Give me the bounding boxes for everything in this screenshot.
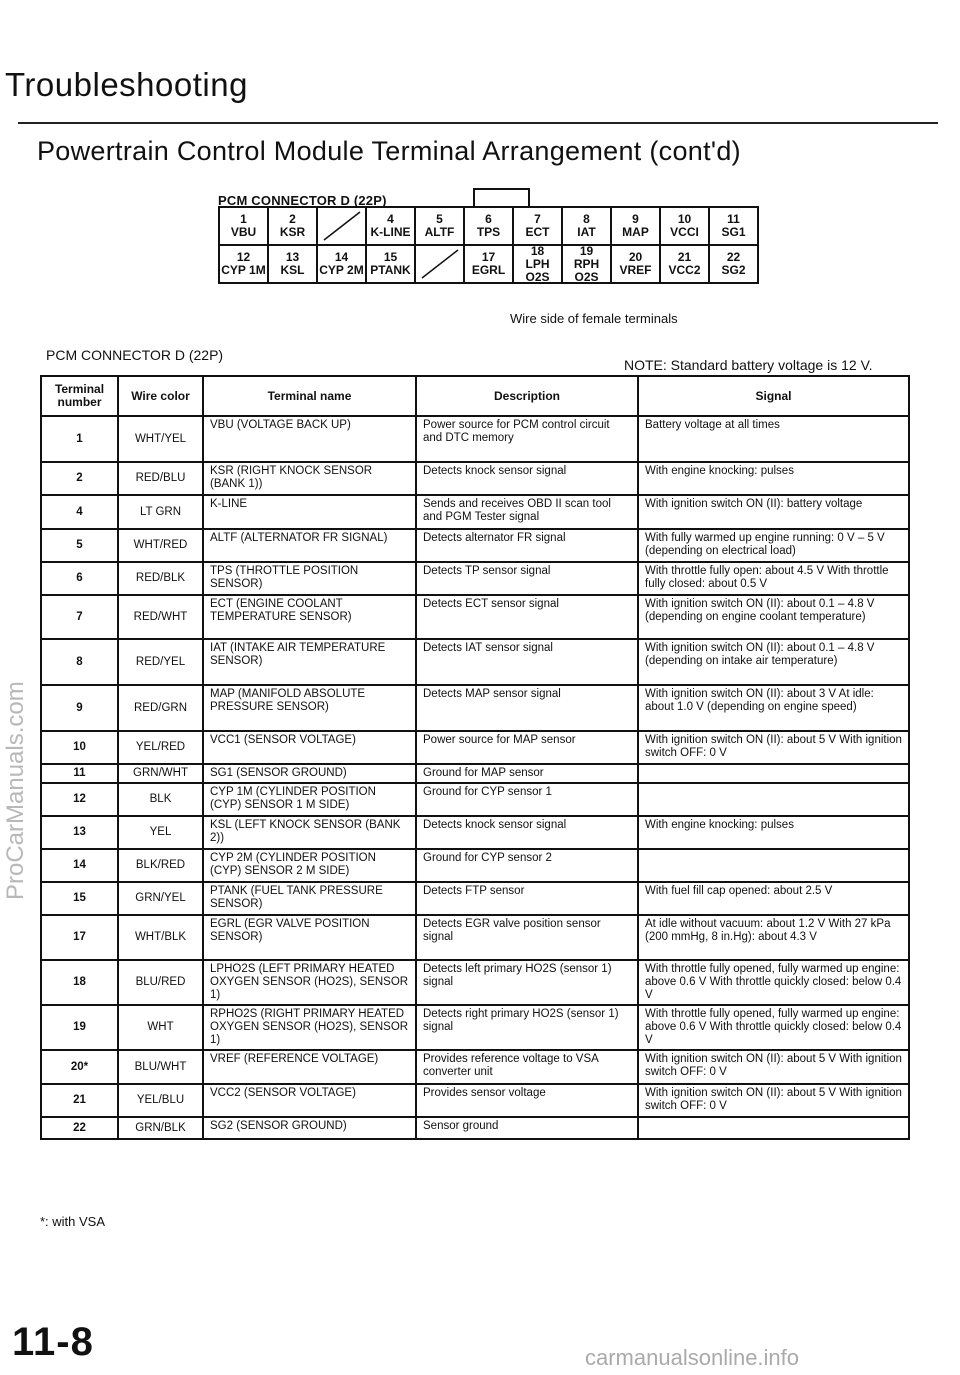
terminal-name-cell: PTANK (FUEL TANK PRESSURE SENSOR) [203,882,416,915]
terminal-number: 18 [530,243,545,258]
terminal-number-cell: 14 [41,849,118,882]
signal-cell [638,764,909,783]
table-row [41,639,909,685]
terminal-name-cell: CYP 1M (CYLINDER POSITION (CYP) SENSOR 1 M SIDE) [203,783,416,816]
terminal-number-cell: 8 [41,639,118,685]
terminal-number-cell: 6 [41,562,118,595]
terminal-abbreviation: LPH O2S [525,256,550,284]
terminal-number-cell: 1 [41,416,118,462]
wire-color-cell: GRN/WHT [118,764,203,783]
description-cell: Power source for MAP sensor [416,731,638,764]
terminal-number-cell: 22 [41,1117,118,1139]
connector-terminal-13 [267,244,318,284]
terminal-number-cell: 18 [41,960,118,1005]
page-number: 11-8 [12,1320,94,1364]
empty-slash-icon [418,247,462,281]
table-row [41,849,909,882]
terminal-number: 10 [677,212,692,226]
wire-color-cell: BLK [118,783,203,816]
terminal-number: 9 [632,212,639,226]
signal-cell [638,1117,909,1139]
empty-slash-icon [320,209,364,243]
terminal-abbreviation: SG2 [721,263,746,277]
terminal-name-cell: SG2 (SENSOR GROUND) [203,1117,416,1139]
signal-cell: With engine knocking: pulses [638,816,909,849]
terminal-abbreviation: VCC2 [668,263,701,277]
signal-cell: Battery voltage at all times [638,416,909,462]
terminal-name-cell: VCC1 (SENSOR VOLTAGE) [203,731,416,764]
signal-cell: With engine knocking: pulses [638,462,909,495]
table-row [41,495,909,529]
description-cell: Detects knock sensor signal [416,816,638,849]
terminal-number-cell: 4 [41,495,118,529]
connector-key-tab [473,188,530,208]
connector-terminal-12 [218,244,269,284]
table-row [41,595,909,639]
connector-label: PCM CONNECTOR D (22P) [46,347,224,363]
terminal-name-cell: CYP 2M (CYLINDER POSITION (CYP) SENSOR 2 M SIDE) [203,849,416,882]
terminal-number: 12 [236,250,251,264]
terminal-abbreviation: MAP [622,225,649,239]
connector-terminal-5 [414,206,465,246]
terminal-name-cell: LPHO2S (LEFT PRIMARY HEATED OXYGEN SENSOR (HO2S), SENSOR 1) [203,960,416,1005]
terminal-number: 15 [383,250,398,264]
connector-terminal-19 [561,244,612,284]
description-cell: Ground for CYP sensor 1 [416,783,638,816]
terminal-number: 2 [289,212,296,226]
terminal-name-cell: ECT (ENGINE COOLANT TEMPERATURE SENSOR) [203,595,416,639]
signal-cell: With ignition switch ON (II): battery voltage [638,495,909,529]
table-row [41,462,909,495]
description-cell: Detects EGR valve position sensor signal [416,915,638,960]
wire-color-cell: WHT/YEL [118,416,203,462]
terminal-abbreviation: ALTF [424,225,455,239]
wire-color-cell: WHT/BLK [118,915,203,960]
connector-terminal-18 [512,244,563,284]
terminal-abbreviation: VREF [619,263,652,277]
signal-cell: At idle without vacuum: about 1.2 V With 27 kPa (200 mmHg, 8 in.Hg): about 4.3 V [638,915,909,960]
terminal-abbreviation: KSL [280,263,305,277]
terminal-name-cell: K-LINE [203,495,416,529]
connector-terminal-22 [708,244,759,284]
terminal-abbreviation: TPS [476,225,501,239]
terminal-number-cell: 7 [41,595,118,639]
side-watermark: ProCarManuals.com [2,681,29,900]
wire-color-cell: YEL/RED [118,731,203,764]
description-cell: Detects FTP sensor [416,882,638,915]
description-cell: Sensor ground [416,1117,638,1139]
connector-terminal-14 [316,244,367,284]
table-row [41,731,909,764]
terminal-name-cell: RPHO2S (RIGHT PRIMARY HEATED OXYGEN SENSOR (HO2S), SENSOR 1) [203,1005,416,1050]
description-cell: Power source for PCM control circuit and DTC memory [416,416,638,462]
terminal-name-cell: TPS (THROTTLE POSITION SENSOR) [203,562,416,595]
wire-color-cell: BLU/RED [118,960,203,1005]
terminal-number: 20 [628,250,643,264]
connector-terminal-17 [463,244,514,284]
terminal-name-cell: VBU (VOLTAGE BACK UP) [203,416,416,462]
table-row [41,783,909,816]
terminal-abbreviation: KSR [279,225,306,239]
signal-cell: With ignition switch ON (II): about 5 V With ignition switch OFF: 0 V [638,1084,909,1117]
header-terminal-number: Terminal number [41,376,118,416]
connector-diagram-title: PCM CONNECTOR D (22P) [218,193,387,208]
battery-note: NOTE: Standard battery voltage is 12 V. [624,357,873,373]
terminal-number-cell: 21 [41,1084,118,1117]
terminal-number-cell: 20* [41,1050,118,1084]
terminal-number: 8 [583,212,590,226]
terminal-number-cell: 15 [41,882,118,915]
table-row [41,882,909,915]
terminal-number-cell: 10 [41,731,118,764]
terminal-name-cell: EGRL (EGR VALVE POSITION SENSOR) [203,915,416,960]
table-row [41,529,909,562]
terminal-number: 11 [727,212,740,226]
wire-color-cell: RED/BLU [118,462,203,495]
description-cell: Detects MAP sensor signal [416,685,638,731]
wire-color-cell: LT GRN [118,495,203,529]
footnote: *: with VSA [40,1214,106,1229]
wire-color-cell: BLK/RED [118,849,203,882]
terminal-number-cell: 13 [41,816,118,849]
terminal-number-cell: 17 [41,915,118,960]
header-signal: Signal [638,376,909,416]
terminal-name-cell: KSR (RIGHT KNOCK SENSOR (BANK 1)) [203,462,416,495]
wire-color-cell: GRN/BLK [118,1117,203,1139]
description-cell: Detects right primary HO2S (sensor 1) signal [416,1005,638,1050]
connector-terminal-6 [463,206,514,246]
table-row [41,915,909,960]
terminal-number: 13 [285,250,300,264]
terminal-table [40,375,910,1140]
connector-terminal-15 [365,244,416,284]
connector-terminal-2 [267,206,318,246]
table-row [41,816,909,849]
terminal-number: 14 [334,250,349,264]
table-row [41,764,909,783]
terminal-abbreviation: CYP 2M [319,263,364,277]
terminal-abbreviation: ECT [525,225,550,239]
connector-terminal-21 [659,244,710,284]
terminal-abbreviation: CYP 1M [221,263,266,277]
terminal-number: 7 [534,212,541,226]
signal-cell: With fully warmed up engine running: 0 V – 5 V (depending on electrical load) [638,529,909,562]
signal-cell: With ignition switch ON (II): about 5 V With ignition switch OFF: 0 V [638,731,909,764]
wire-color-cell: RED/GRN [118,685,203,731]
terminal-name-cell: ALTF (ALTERNATOR FR SIGNAL) [203,529,416,562]
terminal-number-cell: 19 [41,1005,118,1050]
terminal-number: 19 [579,243,594,258]
title-divider [18,122,938,124]
table-row [41,416,909,462]
terminal-number-cell: 12 [41,783,118,816]
terminal-number-cell: 2 [41,462,118,495]
terminal-name-cell: KSL (LEFT KNOCK SENSOR (BANK 2)) [203,816,416,849]
page-title: Troubleshooting [5,66,248,103]
table-row [41,1084,909,1117]
table-row [41,685,909,731]
terminal-number: 1 [240,212,247,226]
signal-cell: With throttle fully opened, fully warmed up engine: above 0.6 V With throttle quickly closed: below 0.4 V [638,1005,909,1050]
connector-terminal-1 [218,206,269,246]
description-cell: Detects IAT sensor signal [416,639,638,685]
terminal-name-cell: MAP (MANIFOLD ABSOLUTE PRESSURE SENSOR) [203,685,416,731]
description-cell: Detects knock sensor signal [416,462,638,495]
section-title: Powertrain Control Module Terminal Arrangement (cont'd) [37,136,741,166]
connector-terminal-4 [365,206,416,246]
connector-empty-cavity [316,206,367,246]
wire-color-cell: RED/WHT [118,595,203,639]
bottom-watermark: carmanualsonline.info [585,1345,800,1370]
terminal-number: 6 [485,212,492,226]
connector-terminal-8 [561,206,612,246]
description-cell: Detects TP sensor signal [416,562,638,595]
table-row [41,562,909,595]
terminal-number-cell: 11 [41,764,118,783]
wire-color-cell: RED/BLK [118,562,203,595]
header-terminal-name: Terminal name [203,376,416,416]
signal-cell [638,849,909,882]
connector-terminal-11 [708,206,759,246]
connector-terminal-7 [512,206,563,246]
table-row [41,1005,909,1050]
description-cell: Provides reference voltage to VSA converter unit [416,1050,638,1084]
connector-caption: Wire side of female terminals [510,311,678,326]
signal-cell: With ignition switch ON (II): about 0.1 – 4.8 V (depending on engine coolant temperature) [638,595,909,639]
description-cell: Ground for MAP sensor [416,764,638,783]
terminal-name-cell: VCC2 (SENSOR VOLTAGE) [203,1084,416,1117]
signal-cell: With fuel fill cap opened: about 2.5 V [638,882,909,915]
terminal-abbreviation: RPH O2S [573,256,600,284]
signal-cell [638,783,909,816]
terminal-abbreviation: VBU [230,225,257,239]
description-cell: Detects left primary HO2S (sensor 1) signal [416,960,638,1005]
signal-cell: With ignition switch ON (II): about 0.1 – 4.8 V (depending on intake air temperature) [638,639,909,685]
signal-cell: With throttle fully open: about 4.5 V With throttle fully closed: about 0.5 V [638,562,909,595]
terminal-number: 5 [436,212,443,226]
description-cell: Sends and receives OBD II scan tool and PGM Tester signal [416,495,638,529]
signal-cell: With ignition switch ON (II): about 3 V At idle: about 1.0 V (depending on engine speed) [638,685,909,731]
wire-color-cell: WHT/RED [118,529,203,562]
description-cell: Detects ECT sensor signal [416,595,638,639]
terminal-number: 22 [726,250,741,264]
wire-color-cell: YEL [118,816,203,849]
terminal-name-cell: SG1 (SENSOR GROUND) [203,764,416,783]
header-wire-color: Wire color [118,376,203,416]
wire-color-cell: BLU/WHT [118,1050,203,1084]
wire-color-cell: GRN/YEL [118,882,203,915]
terminal-number-cell: 9 [41,685,118,731]
description-cell: Detects alternator FR signal [416,529,638,562]
terminal-name-cell: VREF (REFERENCE VOLTAGE) [203,1050,416,1084]
terminal-number: 17 [481,250,496,264]
description-cell: Ground for CYP sensor 2 [416,849,638,882]
connector-terminal-10 [659,206,710,246]
description-cell: Provides sensor voltage [416,1084,638,1117]
terminal-abbreviation: EGRL [471,263,506,277]
terminal-number: 4 [387,212,394,226]
terminal-number-cell: 5 [41,529,118,562]
connector-terminal-9 [610,206,661,246]
terminal-number: 21 [677,250,692,264]
table-header-row [41,376,909,416]
terminal-abbreviation: SG1 [721,225,746,239]
header-description: Description [416,376,638,416]
wire-color-cell: RED/YEL [118,639,203,685]
connector-terminal-20 [610,244,661,284]
terminal-abbreviation: PTANK [370,263,411,277]
signal-cell: With ignition switch ON (II): about 5 V With ignition switch OFF: 0 V [638,1050,909,1084]
terminal-abbreviation: IAT [577,225,596,239]
terminal-name-cell: IAT (INTAKE AIR TEMPERATURE SENSOR) [203,639,416,685]
connector-empty-cavity [414,244,465,284]
table-row [41,960,909,1005]
signal-cell: With throttle fully opened, fully warmed up engine: above 0.6 V With throttle quickly closed: below 0.4 V [638,960,909,1005]
terminal-abbreviation: K-LINE [370,225,411,239]
terminal-abbreviation: VCCI [670,225,699,239]
table-row [41,1117,909,1139]
table-row [41,1050,909,1084]
wire-color-cell: YEL/BLU [118,1084,203,1117]
wire-color-cell: WHT [118,1005,203,1050]
